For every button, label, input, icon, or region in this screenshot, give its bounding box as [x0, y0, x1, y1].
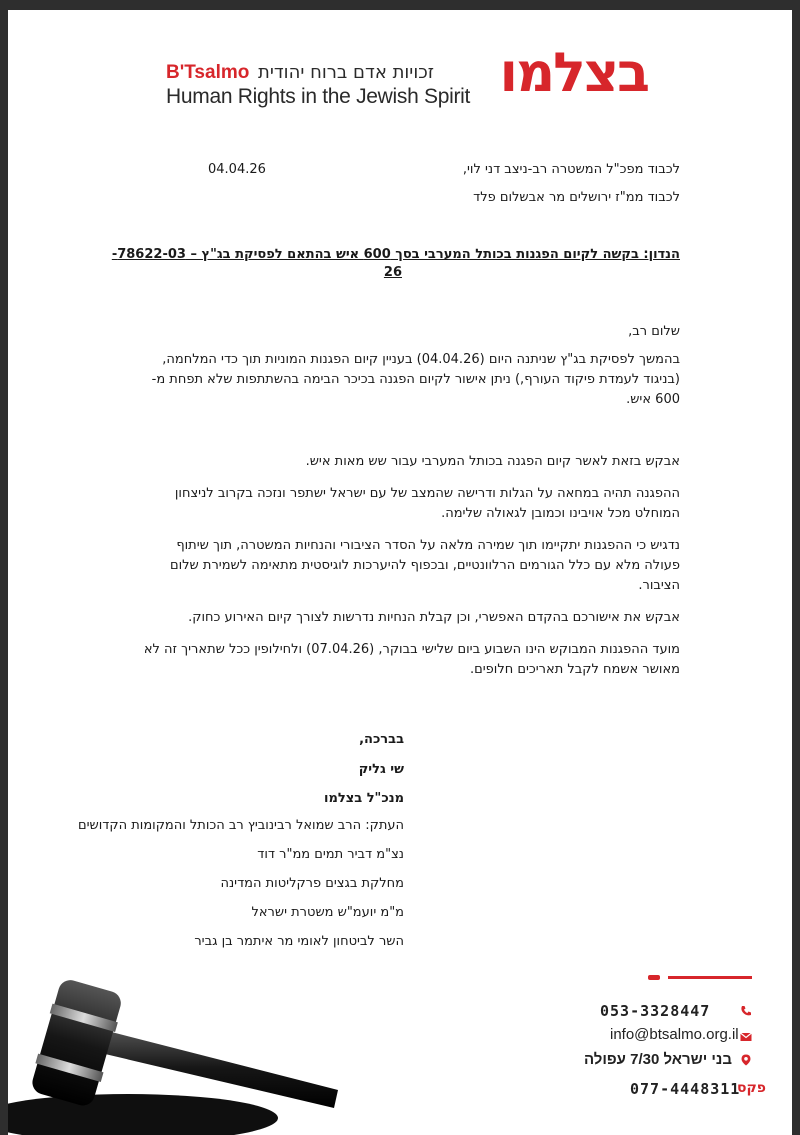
logo-hebrew-name: בצלמו	[499, 41, 648, 104]
paragraph-line: (בניגוד לעמדת פיקוד העורף,) ניתן אישור לקיום הפגנה בכיכר הבימה בהשתתפות שלא תפחת מ-	[151, 372, 680, 387]
phone-icon	[740, 1005, 752, 1017]
paragraph-line: אבקש בזאת לאשר קיום הפגנה בכותל המערבי עבור שש מאות איש.	[305, 454, 680, 469]
copy-recipient: נצ"מ דביר תמים ממ"ר דוד	[257, 847, 404, 862]
email-icon	[740, 1031, 752, 1043]
paragraph-1	[100, 350, 680, 410]
recipient-2: לכבוד ממ"ז ירושלים מר אבשלום פלד	[473, 190, 680, 205]
copy-recipient: מ"מ יועמ"ש משטרת ישראל	[251, 905, 404, 920]
copy-recipient: העתק: הרב שמואל רבינוביץ רב הכותל והמקומות הקדושים	[78, 818, 404, 833]
paragraph-line: המוחלט מכל אויבינו וכמובן לגאולה שלימה.	[441, 506, 680, 521]
logo	[158, 40, 648, 120]
fax-number: 077-4448311	[630, 1080, 741, 1098]
paragraph-line: נדגיש כי ההפגנות יתקיימו תוך שמירה מלאה על הסדר הציבורי והנחיות המשטרה, תוך שיתוף	[176, 538, 680, 553]
copies-list	[8, 816, 404, 961]
closing: בברכה,	[359, 732, 404, 747]
paragraph-4	[100, 536, 680, 596]
email-address[interactable]: info@btsalmo.org.il	[610, 1026, 739, 1043]
paragraph-2	[100, 452, 680, 472]
phone-number[interactable]: 053-3328447	[600, 1002, 711, 1020]
paragraph-line: מועד ההפגנות המבוקש הינו השבוע ביום שלישי בבוקר, (07.04.26) ולחילופין ככל שתאריך זה לא	[143, 642, 680, 657]
paragraph-line: ההפגנה תהיה במחאה על הגלות ודרישה שהמצב של עם ישראל ישתפר ונזכה בקרוב לניצחון	[174, 486, 680, 501]
copy-recipient: מחלקת בגצים פרקליטות המדינה	[220, 876, 404, 891]
greeting: שלום רב,	[628, 324, 680, 339]
paragraph-line: מאושר אשמח לקבל תאריכים חלופים.	[470, 662, 680, 677]
paragraph-line: בהמשך לפסיקת בג"ץ שניתנה היום (04.04.26) בעניין קיום הפגנות המוניות תוך כדי המלחמה,	[162, 352, 680, 367]
recipient-1: לכבוד מפכ"ל המשטרה רב-ניצב דני לוי,	[462, 162, 680, 177]
signer-title: מנכ"ל בצלמו	[324, 791, 404, 806]
sound-block	[8, 1094, 278, 1135]
copy-recipient: השר לביטחון לאומי מר איתמר בן גביר	[194, 934, 404, 949]
paragraph-5	[100, 608, 680, 628]
letter-body	[100, 350, 680, 680]
logo-english-tagline: Human Rights in the Jewish Spirit	[166, 85, 471, 108]
paragraph-6	[100, 640, 680, 680]
paragraph-line: הציבור.	[638, 578, 680, 593]
logo-hebrew-tagline: זכויות אדם ברוח יהודית	[258, 62, 434, 83]
letter-date: 04.04.26	[208, 162, 266, 177]
paragraph-line: פעולה מלא עם כלל הגורמים הרלוונטיים, ובכפוף להיערכות לוגיסטית מתאימה לשמירת שלום	[170, 558, 680, 573]
fax-label: פקס	[736, 1080, 766, 1096]
paragraph-line: אבקש את אישורכם בהקדם האפשרי, וכן קבלת הנחיות נדרשות לצורך קיום האירוע כחוק.	[188, 610, 680, 625]
paragraph-3	[100, 484, 680, 524]
subject-line-2: 26	[383, 265, 402, 280]
paragraph-line: 600 איש.	[626, 392, 680, 407]
signer-name: שי גליק	[358, 762, 404, 777]
gavel-illustration	[8, 958, 348, 1135]
logo-english-name: B'Tsalmo	[166, 62, 250, 83]
location-pin-icon	[740, 1054, 752, 1066]
street-address: בני ישראל 7/30 עפולה	[583, 1051, 732, 1068]
footer-divider-dot	[648, 975, 660, 980]
letter-page	[8, 10, 792, 1135]
subject-line: הנדון: בקשה לקיום הפגנות בכותל המערבי בסך 600 איש בהתאם לפסיקת בג"ץ – 78622-03-	[111, 247, 680, 262]
footer-divider	[668, 976, 752, 979]
